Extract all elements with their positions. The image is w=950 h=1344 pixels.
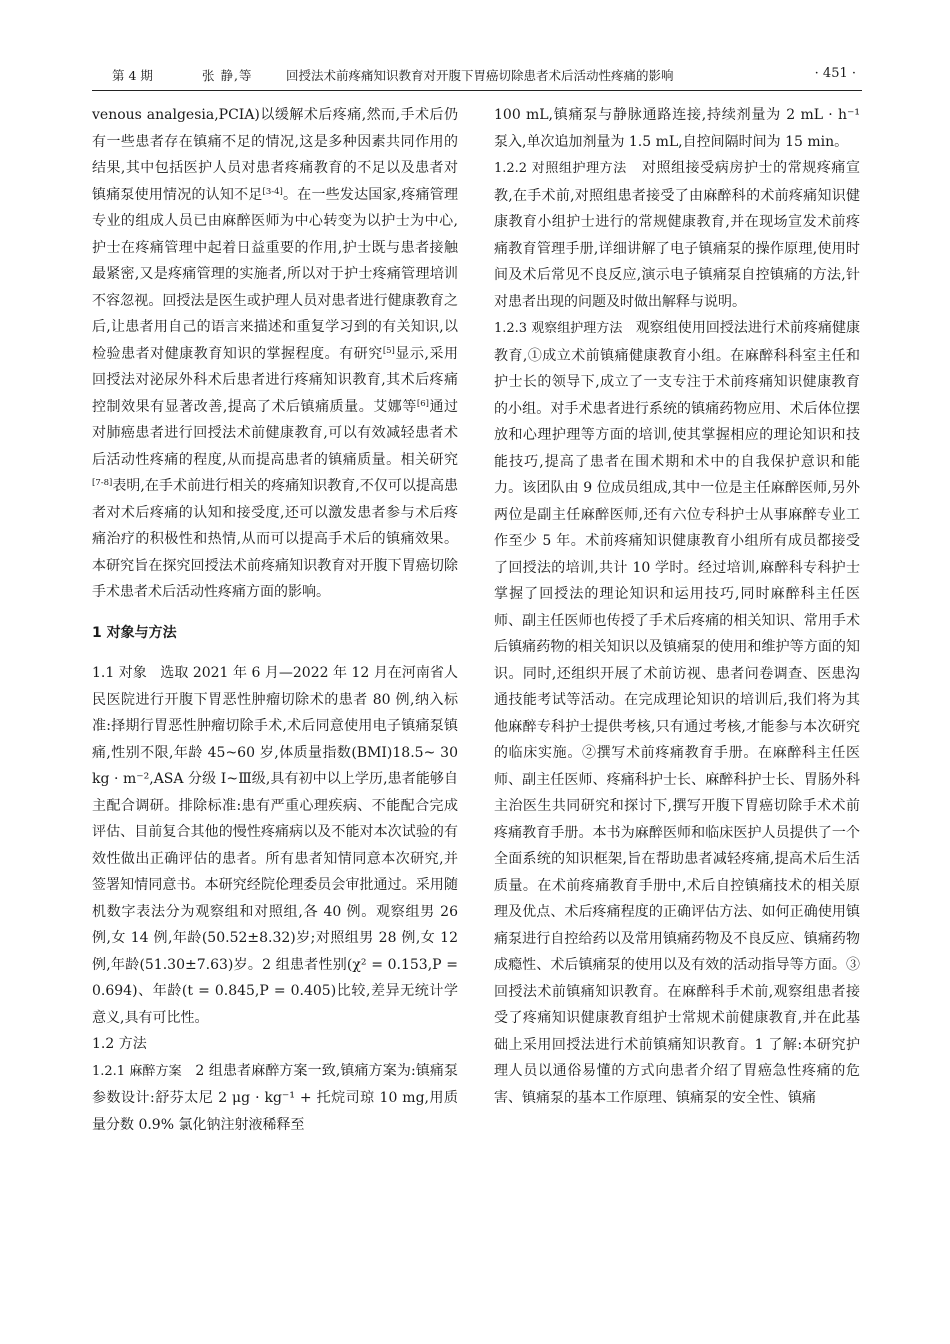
issue-label: 第 4 期 bbox=[112, 68, 153, 83]
section-heading: 1 对象与方法 bbox=[92, 624, 177, 641]
header-rule bbox=[92, 90, 862, 91]
page-number: · 451 · bbox=[814, 66, 856, 81]
subsection-heading: 1.1 对象 bbox=[92, 665, 147, 681]
right-column bbox=[494, 102, 860, 1111]
subsection-heading: 1.2.1 麻醉方案 bbox=[92, 1063, 182, 1079]
citation-ref: [6] bbox=[416, 398, 429, 409]
left-column bbox=[92, 102, 458, 1138]
citation-ref: [5] bbox=[382, 345, 395, 356]
running-header bbox=[112, 66, 856, 86]
control-group-paragraph: 1.2.2 对照组护理方法 对照组接受病房护士的常规疼痛宣教,在手术前,对照组患者接受了由麻醉科的术前疼痛知识健康教育小组护士进行的常规健康教育,并在现场宣发术前疼痛教育管理手册,详细讲解了电子镇痛泵的操作原理,使用时间及术后常见不良反应,演示电子镇痛泵自控镇痛的方法,针对患者出现的问题及时做出解释与说明。 bbox=[494, 160, 860, 310]
subsection-heading: 1.2.2 对照组护理方法 bbox=[494, 161, 627, 176]
subsection-heading: 1.2.3 观察组护理方法 bbox=[494, 321, 623, 336]
subsection-heading: 1.2 方法 bbox=[92, 1036, 147, 1052]
subjects-paragraph: 1.1 对象 选取 2021 年 6 月—2022 年 12 月在河南省人民医院进行开腹下胃恶性肿瘤切除术的患者 80 例,纳入标准:择期行胃恶性肿瘤切除手术,术后同意使用电子镇痛泵镇痛,性别不限,年龄 45~60 岁,体质量指数(BMI)18.5~ 30 kg · m⁻²,ASA 分级 Ⅰ~Ⅲ级,具有初中以上学历,患者能够自主配合调研。排除标准:患有严重心理疾病、不能配合完成评估、目前复合其他的慢性疼痛病以及不能对本次试验的有效性做出正确评估的患者。所有患者知情同意本次研究,并签署知情同意书。本研究经院伦理委员会审批通过。采用随机数字表法分为观察组和对照组,各 40 例。观察组男 26 例,女 14 例,年龄(50.52±8.32)岁;对照组男 28 例,女 12 例,年龄(51.30±7.63)岁。2 组患者性别(χ² = 0.153,P = 0.694)、年龄(t = 0.845,P = 0.405)比较,差异无统计学意义,具有可比性。 bbox=[92, 665, 458, 1026]
intro-paragraph: venous analgesia,PCIA)以缓解术后疼痛,然而,手术后仍有一些患者存在镇痛不足的情况,这是多种因素共同作用的结果,其中包括医护人员对患者疼痛教育的不足以及患者对镇痛泵使用情况的认知不足[3-4]。在一些发达国家,疼痛管理专业的组成人员已由麻醉医师为中心转变为以护士为中心,护士在疼痛管理中起着日益重要的作用,护士既与患者接触最紧密,又是疼痛管理的实施者,所以对于护士疼痛管理培训不容忽视。回授法是医生或护理人员对患者进行健康教育之后,让患者用自己的语言来描述和重复学习到的有关知识,以检验患者对健康教育知识的掌握程度。有研究[5]显示,采用回授法对泌尿外科术后患者进行疼痛知识教育,其术后疼痛控制效果有显著改善,提高了术后镇痛质量。艾娜等[6]通过对肺癌患者进行回授法术前健康教育,可以有效减轻患者术后活动性疼痛的程度,从而提高患者的镇痛质量。相关研究[7-8]表明,在手术前进行相关的疼痛知识教育,不仅可以提高患者对术后疼痛的认知和接受度,还可以激发患者参与术后疼痛治疗的积极性和热情,从而可以提高手术后的镇痛效果。本研究旨在探究回授法术前疼痛知识教育对开腹下胃癌切除手术患者术后活动性疼痛方面的影响。 bbox=[92, 107, 459, 600]
anesthesia-paragraph: 1.2.1 麻醉方案 2 组患者麻醉方案一致,镇痛方案为:镇痛泵参数设计:舒芬太尼 2 μg · kg⁻¹ + 托烷司琼 10 mg,用质量分数 0.9% 氯化钠注射液稀释至 bbox=[92, 1062, 458, 1133]
citation-ref: [3-4] bbox=[262, 186, 283, 197]
author-names: 张 静,等 bbox=[202, 68, 253, 83]
citation-ref: [7-8] bbox=[92, 478, 113, 488]
continued-paragraph: 100 mL,镇痛泵与静脉通路连接,持续剂量为 2 mL · h⁻¹ 泵入,单次追加剂量为 1.5 mL,自控间隔时间为 15 min。 bbox=[494, 107, 860, 150]
observation-group-paragraph: 1.2.3 观察组护理方法 观察组使用回授法进行术前疼痛健康教育,①成立术前镇痛健康教育小组。在麻醉科科室主任和护士长的领导下,成立了一支专注于术前疼痛知识健康教育的小组。对手术患者进行系统的镇痛药物应用、术后体位摆放和心理护理等方面的培训,使其掌握相应的理论知识和技能技巧,提高了患者在围术期和术中的自我保护意识和能力。该团队由 9 位成员组成,其中一位是主任麻醉医师,另外两位是副主任麻醉医师,还有六位专科护士从事麻醉专业工作至少 5 年。术前疼痛知识健康教育小组所有成员都接受了回授法的培训,共计 10 学时。经过培训,麻醉科专科护士掌握了回授法的理论知识和运用技巧,同时麻醉科主任医师、副主任医师也传授了手术后疼痛的相关知识、常用手术后镇痛药物的相关知识以及镇痛泵的使用和维护等方面的知识。同时,还组织开展了术前访视、患者问卷调查、医患沟通技能考试等活动。在完成理论知识的培训后,我们将为其他麻醉专科护士提供考核,只有通过考核,才能参与本次研究的临床实施。②撰写术前疼痛教育手册。在麻醉科主任医师、副主任医师、疼痛科护士长、麻醉科护士长、胃肠外科主治医生共同研究和探讨下,撰写开腹下胃癌切除手术术前疼痛教育手册。本书为麻醉医师和临床医护人员提供了一个全面系统的知识框架,旨在帮助患者减轻疼痛,提高术后生活质量。在术前疼痛教育手册中,术后自控镇痛技术的相关原理及优点、术后疼痛程度的正确评估方法、如何正确使用镇痛泵进行自控给药以及常用镇痛药物及不良反应、镇痛药物成瘾性、术后镇痛泵的使用以及有效的活动指导等方面。③回授法术前镇痛知识教育。在麻醉科手术前,观察组患者接受了疼痛知识健康教育组护士常规术前健康教育,并在此基础上采用回授法进行术前镇痛知识教育。1 了解:本研究护理人员以通俗易懂的方式向患者介绍了胃癌急性疼痛的危害、镇痛泵的基本工作原理、镇痛泵的安全性、镇痛 bbox=[494, 320, 860, 1106]
article-title: 回授法术前疼痛知识教育对开腹下胃癌切除患者术后活动性疼痛的影响 bbox=[286, 68, 674, 83]
